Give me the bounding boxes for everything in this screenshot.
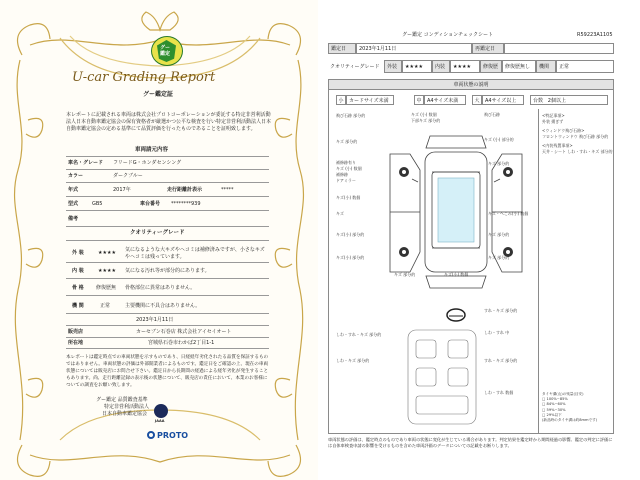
exterior-stars: ★★★★ bbox=[98, 250, 116, 256]
note-4: フロントウィンドウ 飛び石跡 部分的 bbox=[542, 134, 609, 139]
int-label-cell: 内装 bbox=[432, 60, 450, 73]
reappraisal-value-cell bbox=[504, 43, 614, 54]
quality-label-cell: クオリティーグレード bbox=[330, 64, 380, 70]
notes-column bbox=[538, 109, 614, 434]
frame-rating: 修復歴無 bbox=[96, 285, 117, 291]
exterior-label: 外 装 bbox=[72, 250, 84, 256]
frame-label-cell: 修復歴 bbox=[480, 60, 502, 73]
engine-text: 主要機関に不具合はありません。 bbox=[125, 303, 201, 309]
size-small-key: 小 bbox=[336, 95, 346, 105]
int-label-5: しわ・キズ 部分的 bbox=[336, 358, 370, 363]
dmg-label-9: 補修跡 bbox=[336, 172, 348, 177]
dmg-label-6: キズ 部分的 bbox=[336, 139, 358, 144]
engine-label-cell: 機関 bbox=[536, 60, 556, 73]
dmg-label-1: 飛び石跡 部分的 bbox=[336, 113, 366, 118]
color-label: カラー bbox=[68, 173, 84, 179]
engine-label: 機 関 bbox=[72, 303, 84, 309]
jaaa-text: JAAA bbox=[155, 419, 165, 423]
note-label: 備考 bbox=[68, 216, 79, 222]
grading-certificate bbox=[0, 0, 318, 480]
dmg-label-2: キズ (小) 数個 bbox=[411, 112, 437, 117]
year-label: 年式 bbox=[68, 187, 79, 193]
tire-note: タイヤ溝(山)の残量(目安) □ 100%~85% □ 84%~60% □ 59%~30% □ 29%以下 (新品時のタイヤ溝は約8mmです) bbox=[542, 392, 598, 423]
dealer-label: 販売店 bbox=[68, 329, 84, 335]
proto-logo-icon bbox=[147, 431, 155, 439]
count-cell: 台数 2個以上 bbox=[530, 95, 608, 105]
sheet-header: グー鑑定 コンディションチェックシート bbox=[402, 32, 493, 38]
interior-stars: ★★★★ bbox=[98, 268, 116, 274]
dmg-label-10: ドアミラー bbox=[336, 178, 356, 183]
quality-section-title: クオリティーグレード bbox=[130, 230, 185, 236]
ext-label-cell: 外装 bbox=[384, 60, 402, 73]
size-medium-key: 中 bbox=[414, 95, 424, 105]
vehicle-section-title: 車両請元内容 bbox=[135, 147, 169, 153]
model-label: 車名・グレード bbox=[68, 160, 104, 166]
dmg-label-4: 飛び石跡 bbox=[484, 112, 500, 117]
condition-check-sheet bbox=[322, 0, 640, 480]
interior-diagram bbox=[402, 328, 482, 428]
frame-value-cell: 修復歴無し bbox=[502, 60, 536, 73]
note-2: 外装 揚ぎず bbox=[542, 119, 564, 124]
int-stars-cell: ★★★★ bbox=[450, 60, 480, 73]
note-6: 天井・シート しわ・すれ・キズ 部分的 bbox=[542, 149, 613, 154]
int-label-4: すれ・キズ 部分的 bbox=[484, 358, 518, 363]
size-large-key: 大 bbox=[472, 95, 482, 105]
year-value: 2017年 bbox=[113, 187, 131, 193]
frame-text: 骨格部位に異常はありません。 bbox=[125, 285, 196, 291]
frame-label: 骨 格 bbox=[72, 285, 84, 291]
dmg-label-5: キズ (小) 部分的 bbox=[484, 137, 514, 142]
dmg-label-12: キズ(小) 数個 bbox=[336, 195, 361, 200]
sheet-footer-note: 車両状態の評価は、鑑定時点のものであり車両の状態に変化が生じている場合があります。判定結果を鑑定時から期間経過の影響。鑑定の判定に評価には自体車検査申請の影響を受けるものを含めた車両評価のデータについての記載をお断りします。 bbox=[328, 437, 613, 448]
size-medium-label: A4サイズ未満 bbox=[424, 95, 466, 105]
footer-org-1: グー鑑定 品質鑑査基準 bbox=[96, 397, 148, 403]
engine-rating: 正常 bbox=[100, 303, 111, 309]
badge-text: グー 鑑定 bbox=[160, 45, 171, 57]
vin-value: ********939 bbox=[171, 201, 201, 207]
int-label-1: すれ・キズ 部分的 bbox=[484, 308, 518, 313]
vin-label: 車台番号 bbox=[140, 201, 161, 207]
address-value: 宮城県石巻市わかば2丁目1-1 bbox=[148, 340, 215, 346]
appraisal-date: 2023年1月11日 bbox=[136, 317, 174, 323]
proto-logo-text: PROTO bbox=[157, 431, 189, 440]
steering-wheel-icon bbox=[446, 308, 466, 322]
date-value-cell: 2023年1月11日 bbox=[356, 43, 472, 54]
footer-org-2: 特定非営利活動法人 bbox=[104, 404, 150, 410]
intro-text: 本レポートに記載される車両は株式会社プロトコーポレーションが委託する特定非営利活動法人日本自動車鑑定協会の保有資格者が厳選かつ公平な検査を行い特定非営利活動法人日本自動車鑑定協会の定める基準にて品質評価を行ったものであることを証明致します。 bbox=[66, 112, 272, 133]
certificate-title: U-car Grading Report bbox=[72, 70, 216, 85]
sheet-serial: R59223A1105 bbox=[577, 32, 613, 38]
color-value: ダークブルー bbox=[113, 173, 143, 179]
int-label-2: しわ・すれ 中 bbox=[484, 330, 510, 335]
date-label-cell: 鑑定日 bbox=[328, 43, 356, 54]
dmg-label-8: キズ (小) 数個 bbox=[336, 166, 362, 171]
condition-header: 車両状態の説明 bbox=[328, 79, 614, 90]
size-large-label: A4サイズ以上 bbox=[482, 95, 524, 105]
type-value: GB5 bbox=[92, 201, 103, 207]
address-label: 所在地 bbox=[68, 340, 84, 346]
disclaimer-text: 本レポートは鑑定時点での車両状態を示すものであり、日経経年劣化されたる品質を保証するものではありません。車両状態の評価は外部開業者によるものです。鑑定日をご確認の上、現在の車両状態については販売店にお問合せ下さい。鑑定日から長期間の経過による経年劣化が発生することもあります。尚、走行距離記録の表示後の状態について、販売店の責任において、本業のお客様についての調査をお願い致します。 bbox=[66, 355, 269, 388]
goo-badge-icon bbox=[151, 36, 183, 66]
certificate-subtitle: グー鑑定証 bbox=[143, 91, 174, 98]
dmg-label-20: キズ(小) 数個 bbox=[444, 272, 469, 277]
int-label-3: しわ・すれ・キズ 部分的 bbox=[336, 332, 382, 337]
ext-stars-cell: ★★★★ bbox=[402, 60, 432, 73]
dmg-label-19: キズ 部分的 bbox=[394, 272, 416, 277]
dmg-label-13: キズ bbox=[336, 211, 344, 216]
note-3: <ウィンドウ飛び石跡> bbox=[542, 128, 585, 133]
footer-org-3: 日本自動車鑑定協会 bbox=[102, 411, 148, 417]
dealer-value: カーセブン石巻店 株式会社アイセイオート bbox=[136, 329, 232, 335]
interior-text: 気になる汚れ等が部分的にあります。 bbox=[125, 268, 210, 274]
mileage-value: ***** bbox=[221, 187, 234, 193]
dmg-label-14: キズ・へこみ(小) 数個 bbox=[488, 211, 529, 216]
dmg-label-3: 下部キズ 部分的 bbox=[411, 118, 441, 123]
note-1: <特記事項> bbox=[542, 113, 565, 118]
car-diagram bbox=[380, 132, 540, 307]
reappraisal-label-cell: 再鑑定日 bbox=[472, 43, 504, 54]
engine-value-cell: 正常 bbox=[556, 60, 614, 73]
type-label: 型式 bbox=[68, 201, 79, 207]
dmg-label-15: キズ(小) 部分的 bbox=[336, 232, 365, 237]
dmg-label-17: キズ(小) 部分的 bbox=[336, 255, 365, 260]
dmg-label-18: キズ 部分的 bbox=[488, 255, 510, 260]
jaaa-logo-icon bbox=[154, 404, 168, 418]
dmg-label-16: キズ 部分的 bbox=[488, 232, 510, 237]
interior-label: 内 装 bbox=[72, 268, 84, 274]
dmg-label-7: 補修跡有り bbox=[336, 160, 356, 165]
note-5: <内装残置事項> bbox=[542, 143, 573, 148]
int-label-6: しわ・すれ 数個 bbox=[484, 390, 514, 395]
exterior-text: 気になるような大キズやヘコミは補修済みですが、小さなキズやヘコミは残っています。 bbox=[125, 247, 265, 260]
size-small-label: カードサイズ未満 bbox=[346, 95, 394, 105]
model-value: フリードG・ホンダセンシング bbox=[113, 160, 182, 166]
dmg-label-11: キズ 部分的 bbox=[488, 161, 510, 166]
mileage-label: 走行距離計表示 bbox=[167, 187, 203, 193]
